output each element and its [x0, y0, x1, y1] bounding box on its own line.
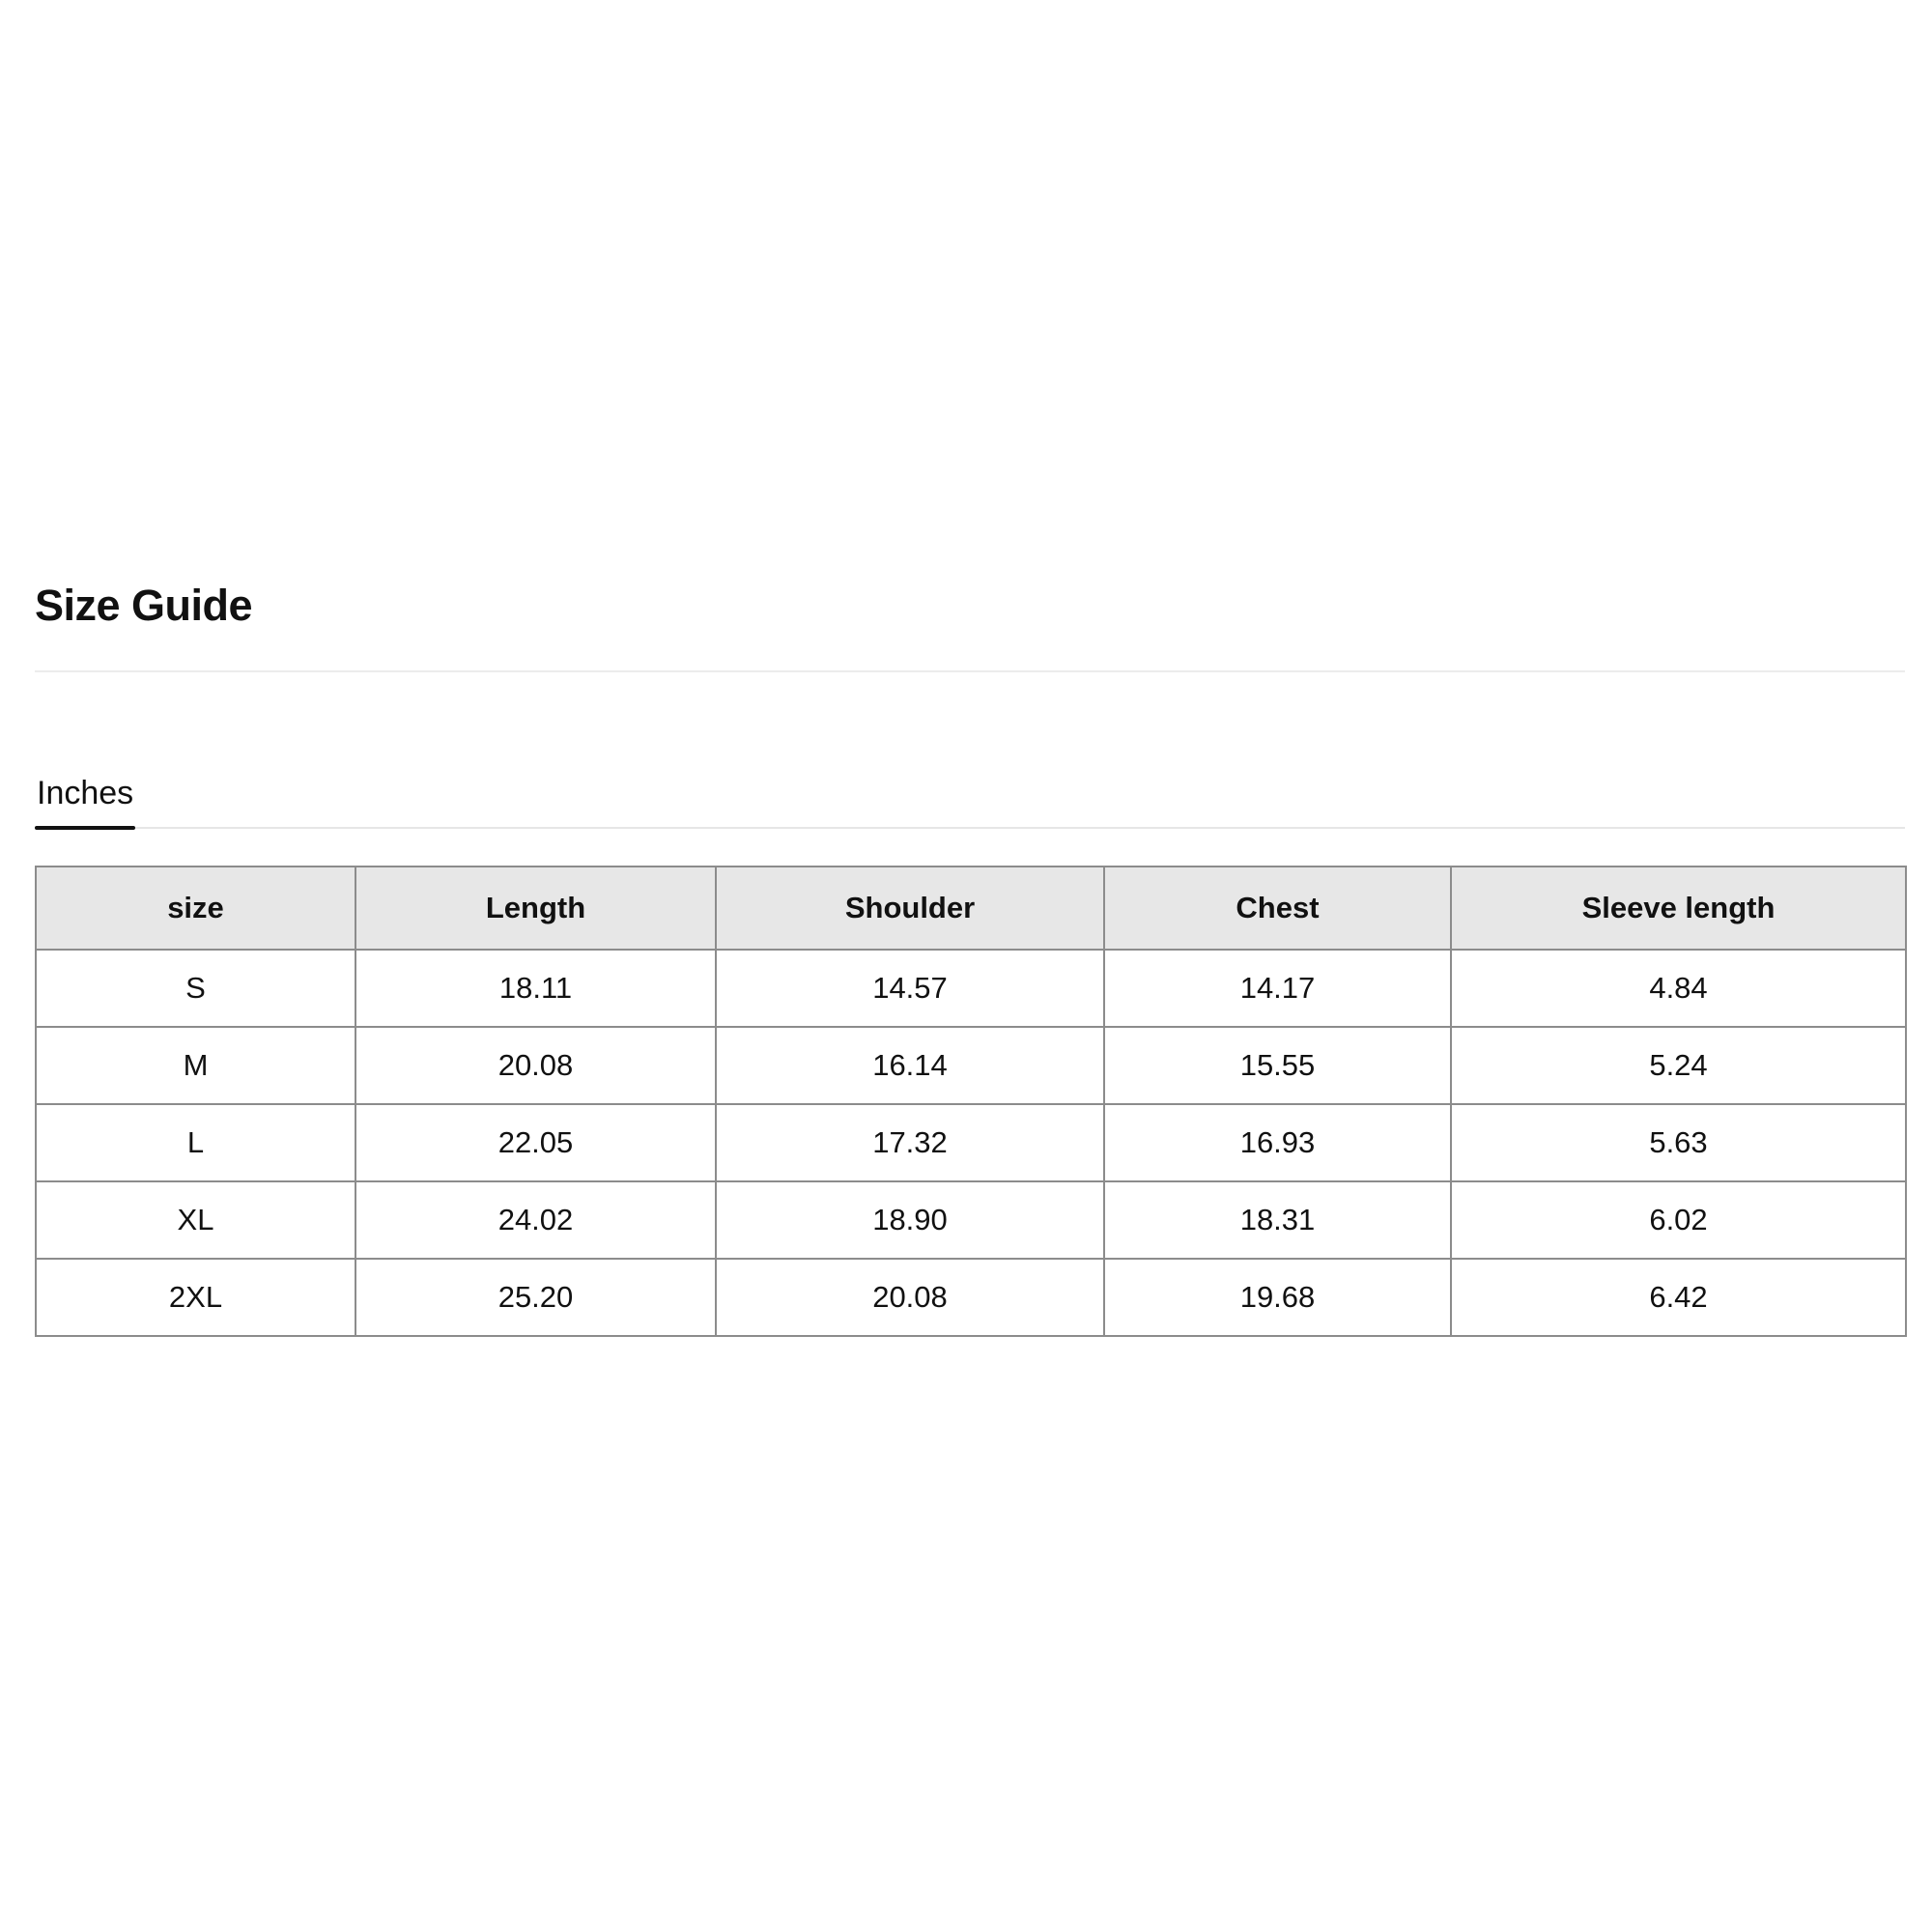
cell-shoulder: 20.08: [716, 1259, 1104, 1336]
cell-shoulder: 18.90: [716, 1181, 1104, 1259]
title-divider: [35, 670, 1905, 672]
column-header-shoulder: Shoulder: [716, 867, 1104, 950]
size-table: [35, 866, 1907, 1337]
page-title: Size Guide: [35, 581, 253, 630]
table-row: [36, 1027, 1906, 1104]
cell-length: 22.05: [355, 1104, 716, 1181]
cell-length: 20.08: [355, 1027, 716, 1104]
cell-chest: 15.55: [1104, 1027, 1451, 1104]
cell-size: 2XL: [36, 1259, 355, 1336]
column-header-sleeve-length: Sleeve length: [1451, 867, 1906, 950]
cell-sleeve-length: 5.63: [1451, 1104, 1906, 1181]
cell-chest: 16.93: [1104, 1104, 1451, 1181]
cell-size: L: [36, 1104, 355, 1181]
table-row: [36, 1181, 1906, 1259]
cell-chest: 18.31: [1104, 1181, 1451, 1259]
cell-size: XL: [36, 1181, 355, 1259]
cell-size: S: [36, 950, 355, 1027]
cell-size: M: [36, 1027, 355, 1104]
column-header-size: size: [36, 867, 355, 950]
cell-shoulder: 14.57: [716, 950, 1104, 1027]
table-row: [36, 1259, 1906, 1336]
cell-chest: 19.68: [1104, 1259, 1451, 1336]
cell-length: 24.02: [355, 1181, 716, 1259]
cell-sleeve-length: 5.24: [1451, 1027, 1906, 1104]
cell-sleeve-length: 6.42: [1451, 1259, 1906, 1336]
cell-sleeve-length: 4.84: [1451, 950, 1906, 1027]
column-header-chest: Chest: [1104, 867, 1451, 950]
cell-length: 25.20: [355, 1259, 716, 1336]
table-row: [36, 950, 1906, 1027]
cell-chest: 14.17: [1104, 950, 1451, 1027]
table-row: [36, 1104, 1906, 1181]
unit-tabs: [35, 777, 1905, 829]
tab-inches[interactable]: Inches: [35, 777, 135, 827]
column-header-length: Length: [355, 867, 716, 950]
cell-length: 18.11: [355, 950, 716, 1027]
table-header-row: [36, 867, 1906, 950]
cell-shoulder: 16.14: [716, 1027, 1104, 1104]
cell-sleeve-length: 6.02: [1451, 1181, 1906, 1259]
cell-shoulder: 17.32: [716, 1104, 1104, 1181]
